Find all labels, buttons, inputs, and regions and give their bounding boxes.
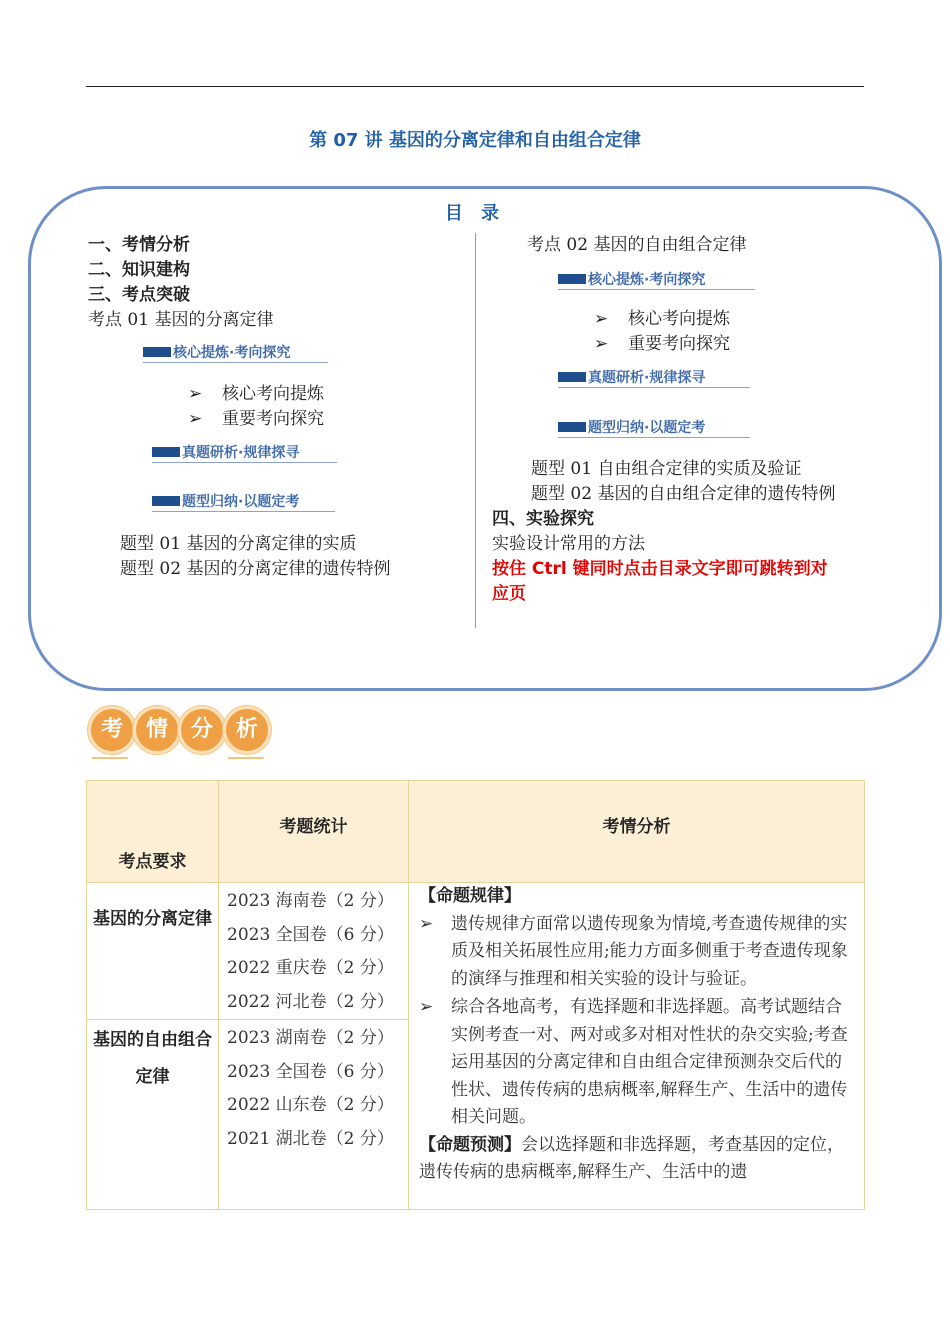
banner-bar-icon: [152, 447, 180, 457]
toc-link-type-left[interactable]: [152, 494, 335, 512]
badge-char: 考: [88, 706, 136, 754]
rule-heading: 【命题规律】: [419, 886, 521, 906]
banner-label: 真题研析·规律探寻: [588, 370, 706, 386]
toc-link-item-right-1[interactable]: [594, 307, 730, 332]
arrow-bullet-icon: ➢: [419, 913, 434, 934]
badge-char: 情: [133, 706, 181, 754]
toc-link-experiment[interactable]: 实验设计常用的方法: [492, 534, 645, 554]
banner-label: 真题研析·规律探寻: [182, 445, 300, 461]
toc-link-real-left[interactable]: [152, 445, 337, 463]
kaodian-01-label: 考点 01 基因的分离定律: [88, 310, 274, 330]
exam-entry: 2023 海南卷（2 分）: [227, 891, 394, 911]
exam-entry: 2023 湖南卷（2 分）: [227, 1028, 394, 1048]
banner-label: 题型归纳·以题定考: [588, 420, 706, 436]
toc-link-core-left[interactable]: [143, 345, 328, 363]
exam-list-cell: [219, 883, 409, 1020]
arrow-bullet-icon: ➢: [594, 309, 609, 329]
analysis-bullet: [419, 911, 856, 994]
toc-link-kaodian-01[interactable]: [88, 308, 273, 333]
toc-link-section-2[interactable]: 二、知识建构: [88, 260, 190, 280]
table-header-row: [87, 781, 865, 883]
item-label: 重要考向探究: [628, 334, 730, 354]
page-title: 第 07 讲 基因的分离定律和自由组合定律: [309, 130, 641, 151]
badge-char: 析: [223, 706, 271, 754]
toc-link-section-1[interactable]: 一、考情分析: [88, 235, 190, 255]
banner-underline: [152, 462, 337, 463]
banner-label: 核心提炼·考向探究: [588, 272, 706, 288]
point-cell: 基因的分离定律: [87, 883, 219, 1020]
item-label: 重要考向探究: [222, 409, 324, 429]
toc-link-type-right[interactable]: [558, 420, 750, 438]
arrow-bullet-icon: ➢: [188, 409, 203, 429]
toc-link-type-left-2[interactable]: 题型 02 基因的分离定律的遗传特例: [120, 559, 391, 579]
table-row: [87, 883, 865, 1020]
toc-divider: [475, 233, 476, 628]
section-heading-kaoqing: [88, 706, 278, 764]
item-label: 核心考向提炼: [628, 309, 730, 329]
header-analysis: 考情分析: [409, 781, 865, 883]
badge-underline: [92, 757, 128, 759]
exam-entry: 2021 湖北卷（2 分）: [227, 1128, 394, 1149]
banner-underline: [558, 289, 755, 290]
toc-link-real-right[interactable]: [558, 370, 750, 388]
analysis-bullet: [419, 994, 856, 1132]
toc-link-section-4[interactable]: 四、实验探究: [492, 509, 594, 529]
exam-entry: 2022 重庆卷（2 分）: [227, 958, 394, 978]
toc-heading: 目 录: [444, 203, 506, 224]
banner-bar-icon: [558, 422, 586, 432]
header-point: 考点要求: [87, 781, 219, 883]
predict-heading: 【命题预测】: [419, 1134, 521, 1155]
banner-bar-icon: [143, 347, 171, 357]
exam-entry: 2022 山东卷（2 分）: [227, 1095, 394, 1115]
predict-text: 会以选择题和非选择题，考查基因的定位，遗传传病的患病概率,解释生产、生活中的遗: [419, 1134, 844, 1182]
toc-link-type-right-1[interactable]: 题型 01 自由组合定律的实质及验证: [531, 459, 802, 479]
toc-link-item-left-1[interactable]: [188, 382, 324, 407]
badge-underline: [228, 757, 264, 759]
exam-entry: 2023 全国卷（6 分）: [227, 924, 394, 945]
banner-bar-icon: [152, 496, 180, 506]
header-rule: [86, 86, 864, 87]
toc-link-section-3[interactable]: 三、考点突破: [88, 285, 190, 305]
item-label: 核心考向提炼: [222, 384, 324, 404]
header-stats: 考题统计: [219, 781, 409, 883]
banner-label: 题型归纳·以题定考: [182, 494, 300, 510]
badge-char: 分: [178, 706, 226, 754]
exam-entry: 2022 河北卷（2 分）: [227, 991, 394, 1012]
toc-tip-line-1: 按住 Ctrl 键同时点击目录文字即可跳转到对: [492, 559, 828, 579]
exam-list-cell: [219, 1020, 409, 1210]
bullet-text: 综合各地高考，有选择题和非选择题。高考试题结合实例考查一对、两对或多对相对性状的杂交实验;考查运用基因的分离定律和自由组合定律预测杂交后代的性状、遗传传病的患病概率,解释生产、生活中的遗传相关问题。: [451, 997, 848, 1127]
toc-link-core-right[interactable]: [558, 272, 755, 290]
bullet-text: 遗传规律方面常以遗传现象为情境,考查遗传规律的实质及相关拓展性应用;能力方面多侧重于考查遗传现象的演绎与推理和相关实验的设计与验证。: [451, 913, 848, 989]
toc-link-type-left-1[interactable]: 题型 01 基因的分离定律的实质: [120, 534, 357, 554]
toc-tip-line-2: 应页: [492, 584, 526, 604]
arrow-bullet-icon: ➢: [188, 384, 203, 404]
banner-label: 核心提炼·考向探究: [173, 345, 291, 361]
prediction-paragraph: [419, 1132, 856, 1187]
banner-underline: [143, 362, 328, 363]
banner-underline: [558, 387, 750, 388]
arrow-bullet-icon: ➢: [594, 334, 609, 354]
banner-underline: [152, 511, 335, 512]
toc-link-item-right-2[interactable]: [594, 332, 730, 357]
arrow-bullet-icon: ➢: [419, 997, 434, 1017]
toc-link-item-left-2[interactable]: [188, 407, 324, 432]
analysis-cell: [409, 883, 865, 1210]
point-cell: 基因的自由组合定律: [87, 1020, 219, 1210]
exam-entry: 2023 全国卷（6 分）: [227, 1061, 394, 1082]
exam-analysis-table: [86, 780, 865, 1210]
banner-underline: [558, 437, 750, 438]
banner-bar-icon: [558, 372, 586, 382]
banner-bar-icon: [558, 274, 586, 284]
toc-link-type-right-2[interactable]: 题型 02 基因的自由组合定律的遗传特例: [531, 484, 836, 504]
toc-link-kaodian-02[interactable]: 考点 02 基因的自由组合定律: [527, 235, 747, 255]
